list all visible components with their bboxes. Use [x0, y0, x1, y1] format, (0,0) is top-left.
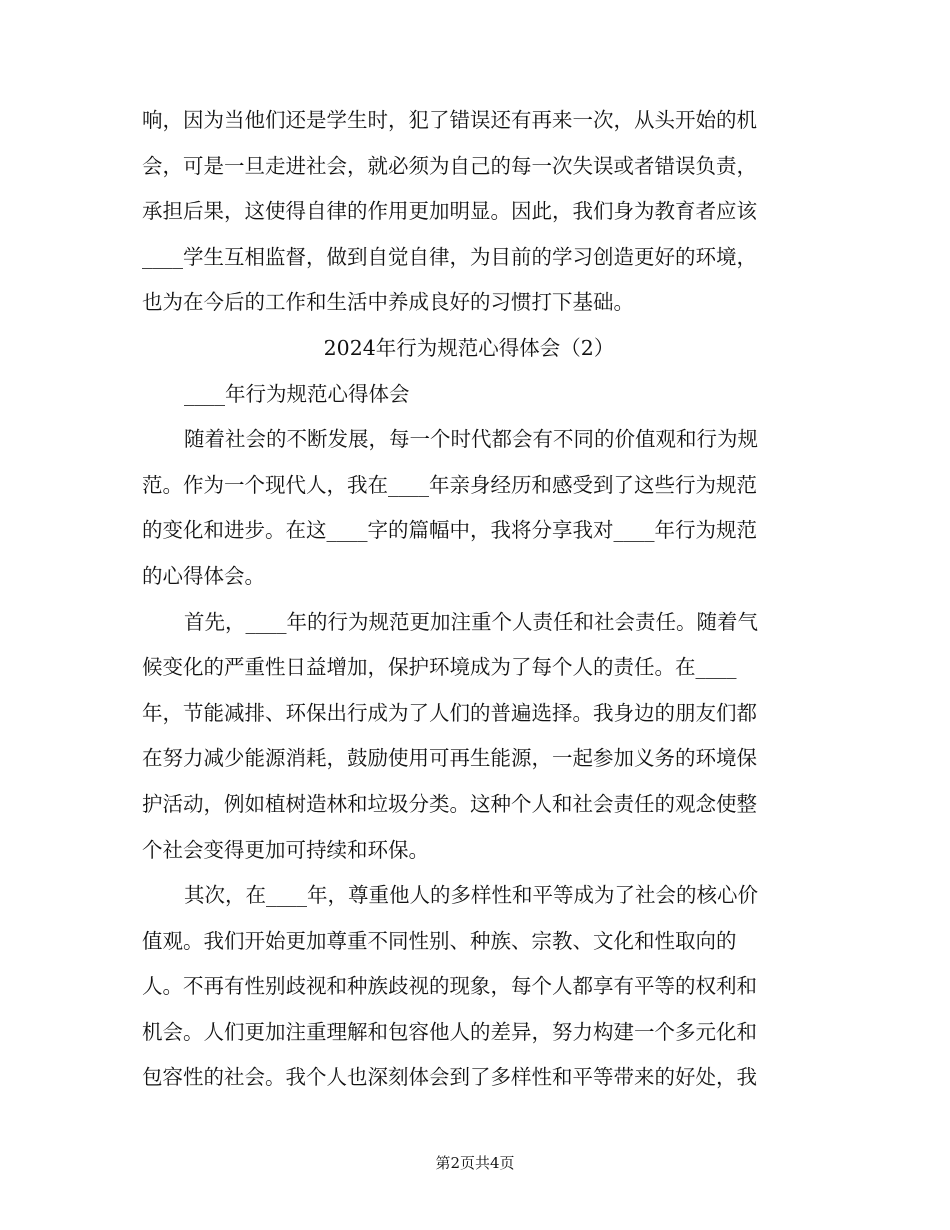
text-line: 人。不再有性别歧视和种族歧视的现象，每个人都享有平等的权利和: [142, 974, 757, 999]
text-line: 护活动，例如植树造林和垃圾分类。这种个人和社会责任的观念使整: [142, 791, 757, 816]
text-line: 在努力减少能源消耗，鼓励使用可再生能源，一起参加义务的环境保: [142, 746, 757, 771]
page-footer: [0, 1152, 950, 1173]
text-line: 机会。人们更加注重理解和包容他人的差异，努力构建一个多元化和: [142, 1019, 757, 1044]
text-line: 随着社会的不断发展，每一个时代都会有不同的价值观和行为规: [184, 427, 758, 452]
paragraph-first-point: [142, 600, 802, 874]
text-line: 的心得体会。: [142, 563, 265, 588]
text-line: 范。作为一个现代人，我在____年亲身经历和感受到了这些行为规范: [142, 472, 757, 497]
text-line: 响，因为当他们还是学生时，犯了错误还有再来一次，从头开始的机: [142, 108, 757, 132]
text-line: 会，可是一旦走进社会，就必须为自己的每一次失误或者错误负责，: [142, 153, 757, 178]
paragraph-second-point: [142, 873, 802, 1101]
page-indicator: 第2页共4页: [435, 1154, 515, 1172]
text-line: 也为在今后的工作和生活中养成良好的习惯打下基础。: [142, 290, 634, 315]
text-line: 个社会变得更加可持续和环保。: [142, 837, 429, 862]
text-line: 承担后果，这使得自律的作用更加明显。因此，我们身为教育者应该: [142, 199, 757, 224]
text-line: 其次，在____年，尊重他人的多样性和平等成为了社会的核心价: [184, 883, 758, 908]
paragraph-intro: [142, 417, 802, 599]
text-line: 首先，____年的行为规范更加注重个人责任和社会责任。随着气: [184, 609, 758, 634]
text-line: 年，节能减排、环保出行成为了人们的普遍选择。我身边的朋友们都: [142, 700, 757, 725]
section-subtitle: ____年行为规范心得体会: [184, 381, 410, 406]
text-line: 包容性的社会。我个人也深刻体会到了多样性和平等带来的好处，我: [142, 1065, 757, 1090]
text-line: 值观。我们开始更加尊重不同性别、种族、宗教、文化和性取向的: [142, 928, 737, 953]
paragraph-continuation: [142, 98, 802, 326]
document-body: [142, 98, 802, 1101]
text-line: 候变化的严重性日益增加，保护环境成为了每个人的责任。在____: [142, 655, 737, 680]
text-line: ____学生互相监督，做到自觉自律，为目前的学习创造更好的环境，: [142, 244, 757, 269]
section-title: 2024年行为规范心得体会（2）: [323, 335, 615, 360]
text-line: 的变化和进步。在这____字的篇幅中，我将分享我对____年行为规范: [142, 518, 757, 543]
